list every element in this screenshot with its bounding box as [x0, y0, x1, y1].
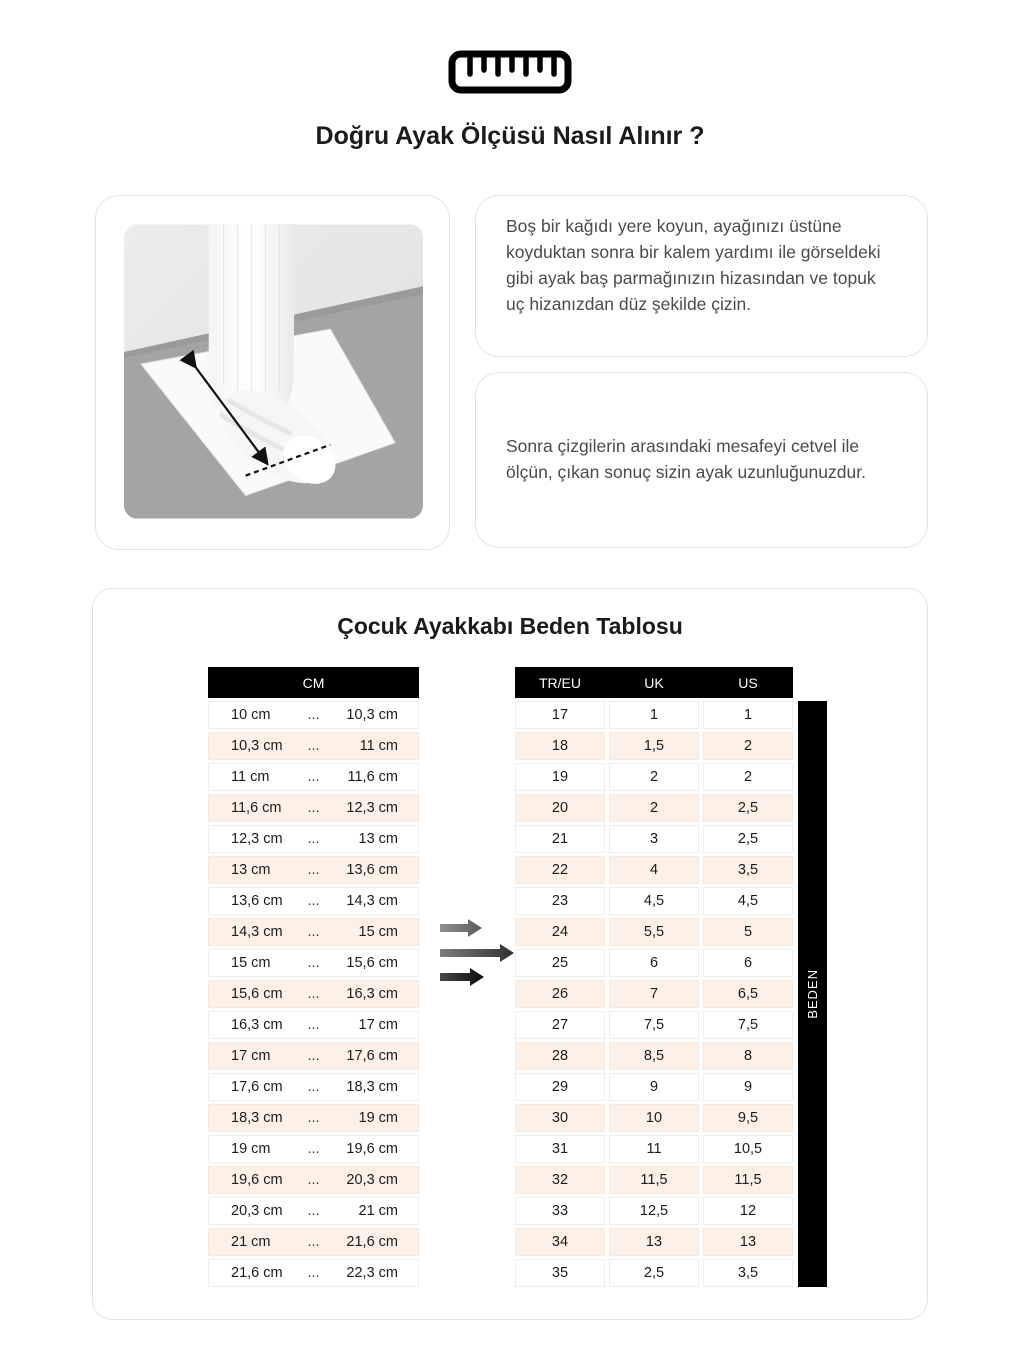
size-table-row [515, 825, 793, 853]
cm-to: 11 cm [359, 738, 398, 754]
cm-to: 22,3 cm [346, 1265, 398, 1281]
cm-to: 20,3 cm [346, 1172, 398, 1188]
cm-from: 11,6 cm [231, 800, 282, 816]
size-cell: 13 [703, 1228, 793, 1256]
size-cell: 3,5 [703, 856, 793, 884]
cm-separator: ... [307, 986, 320, 1002]
size-cell: 8 [703, 1042, 793, 1070]
size-cell: 10 [609, 1104, 699, 1132]
cm-from: 13 cm [231, 862, 271, 878]
cm-table-row [208, 856, 419, 884]
size-table-row [515, 701, 793, 729]
size-cell: 3 [609, 825, 699, 853]
size-cell: 12 [703, 1197, 793, 1225]
size-chart-card [92, 588, 928, 1320]
measurement-photo-card [95, 195, 450, 550]
size-table-row [515, 763, 793, 791]
size-cell: 5,5 [609, 918, 699, 946]
size-cell: 5 [703, 918, 793, 946]
size-table-row [515, 1166, 793, 1194]
cm-separator: ... [307, 1172, 320, 1188]
cm-separator: ... [307, 800, 320, 816]
instruction-step-1 [475, 195, 928, 357]
cm-table-row [208, 1259, 419, 1287]
cm-from: 13,6 cm [231, 893, 283, 909]
cm-from: 17 cm [231, 1048, 271, 1064]
size-table-row [515, 1042, 793, 1070]
size-table [515, 667, 793, 1290]
size-cell: 10,5 [703, 1135, 793, 1163]
cm-from: 21 cm [231, 1234, 271, 1250]
size-cell: 7,5 [609, 1011, 699, 1039]
size-cell: 30 [515, 1104, 605, 1132]
size-cell: 2,5 [609, 1259, 699, 1287]
size-cell: 9,5 [703, 1104, 793, 1132]
size-cell: 17 [515, 701, 605, 729]
size-table-row [515, 980, 793, 1008]
ruler-icon [448, 50, 572, 99]
size-table-row [515, 794, 793, 822]
size-cell: 1 [703, 701, 793, 729]
cm-table-row [208, 980, 419, 1008]
size-cell: 28 [515, 1042, 605, 1070]
cm-table-row [208, 701, 419, 729]
header-icon-wrap [0, 50, 1020, 99]
foot-measurement-photo [124, 224, 423, 519]
size-cell: 11 [609, 1135, 699, 1163]
cm-table-row [208, 949, 419, 977]
cm-separator: ... [307, 1141, 320, 1157]
cm-table-header: CM [208, 667, 419, 698]
size-cell: 11,5 [609, 1166, 699, 1194]
size-cell: 1,5 [609, 732, 699, 760]
cm-to: 13,6 cm [346, 862, 398, 878]
size-cell: 2 [609, 794, 699, 822]
cm-from: 21,6 cm [231, 1265, 283, 1281]
cm-separator: ... [307, 831, 320, 847]
size-cell: 24 [515, 918, 605, 946]
cm-table-row [208, 918, 419, 946]
size-cell: 9 [703, 1073, 793, 1101]
cm-from: 19,6 cm [231, 1172, 283, 1188]
cm-to: 16,3 cm [346, 986, 398, 1002]
size-cell: 9 [609, 1073, 699, 1101]
cm-from: 15,6 cm [231, 986, 283, 1002]
cm-table-row [208, 1228, 419, 1256]
cm-to: 19 cm [358, 1110, 398, 1126]
size-table-row [515, 1197, 793, 1225]
cm-table-row [208, 1166, 419, 1194]
size-cell: 33 [515, 1197, 605, 1225]
size-cell: 31 [515, 1135, 605, 1163]
size-cell: 7 [609, 980, 699, 1008]
size-cell: 2,5 [703, 794, 793, 822]
cm-to: 19,6 cm [346, 1141, 398, 1157]
cm-from: 11 cm [231, 769, 270, 785]
size-cell: 4,5 [609, 887, 699, 915]
size-chart-title: Çocuk Ayakkabı Beden Tablosu [337, 613, 683, 639]
size-table-row [515, 1011, 793, 1039]
size-cell: 1 [609, 701, 699, 729]
cm-from: 18,3 cm [231, 1110, 283, 1126]
cm-separator: ... [307, 862, 320, 878]
size-cell: 26 [515, 980, 605, 1008]
size-table-row [515, 1135, 793, 1163]
cm-from: 16,3 cm [231, 1017, 283, 1033]
cm-from: 15 cm [231, 955, 271, 971]
size-cell: 12,5 [609, 1197, 699, 1225]
size-cell: 34 [515, 1228, 605, 1256]
cm-separator: ... [307, 1234, 320, 1250]
cm-from: 10 cm [231, 707, 271, 723]
size-cell: 20 [515, 794, 605, 822]
instruction-step-2-text: Sonra çizgilerin arasındaki mesafeyi cetvel ile ölçün, çıkan sonuç sizin ayak uzunluğunuzdur. [506, 436, 866, 482]
cm-to: 14,3 cm [346, 893, 398, 909]
size-cell: 6 [609, 949, 699, 977]
cm-table-row [208, 1104, 419, 1132]
cm-table-row [208, 794, 419, 822]
cm-to: 12,3 cm [346, 800, 398, 816]
cm-separator: ... [307, 1203, 320, 1219]
size-cell: 8,5 [609, 1042, 699, 1070]
size-table-row [515, 1228, 793, 1256]
cm-table-row [208, 825, 419, 853]
cm-separator: ... [307, 955, 320, 971]
size-cell: 7,5 [703, 1011, 793, 1039]
cm-separator: ... [307, 1265, 320, 1281]
size-cell: 21 [515, 825, 605, 853]
cm-table-row [208, 887, 419, 915]
cm-table-row [208, 1011, 419, 1039]
cm-table-body [208, 701, 419, 1287]
cm-to: 11,6 cm [347, 769, 398, 785]
cm-from: 14,3 cm [231, 924, 283, 940]
size-cell: 2 [703, 732, 793, 760]
size-table-row [515, 949, 793, 977]
cm-to: 10,3 cm [346, 707, 398, 723]
size-cell: 22 [515, 856, 605, 884]
size-cell: 2,5 [703, 825, 793, 853]
beden-side-label: BEDEN [805, 969, 820, 1019]
cm-separator: ... [307, 707, 320, 723]
size-table-row [515, 887, 793, 915]
cm-to: 15,6 cm [346, 955, 398, 971]
beden-side-bar [798, 701, 827, 1287]
cm-separator: ... [307, 924, 320, 940]
size-cell: 2 [609, 763, 699, 791]
size-cell: 6 [703, 949, 793, 977]
cm-from: 17,6 cm [231, 1079, 283, 1095]
cm-table-row [208, 763, 419, 791]
size-cell: 29 [515, 1073, 605, 1101]
cm-separator: ... [307, 1079, 320, 1095]
cm-to: 21,6 cm [346, 1234, 398, 1250]
double-right-arrows-icon [438, 915, 518, 995]
cm-separator: ... [307, 738, 320, 754]
cm-table-row [208, 1042, 419, 1070]
size-cell: 32 [515, 1166, 605, 1194]
cm-separator: ... [307, 893, 320, 909]
cm-from: 19 cm [231, 1141, 271, 1157]
cm-from: 20,3 cm [231, 1203, 283, 1219]
instruction-step-1-text: Boş bir kağıdı yere koyun, ayağınızı üstüne koyduktan sonra bir kalem yardımı ile görseldeki gibi ayak baş parmağınızın hizasından ve topuk uç hizanızdan düz şekilde çizin. [506, 216, 881, 314]
size-table-row [515, 856, 793, 884]
size-cell: 4,5 [703, 887, 793, 915]
cm-to: 18,3 cm [346, 1079, 398, 1095]
size-table-row [515, 1073, 793, 1101]
size-table-body [515, 701, 793, 1287]
page-title: Doğru Ayak Ölçüsü Nasıl Alınır ? [315, 122, 705, 150]
size-cell: 6,5 [703, 980, 793, 1008]
size-cell: 2 [703, 763, 793, 791]
cm-separator: ... [307, 1110, 320, 1126]
size-table-row [515, 918, 793, 946]
size-table-row [515, 1259, 793, 1287]
cm-table-row [208, 1135, 419, 1163]
size-cell: 11,5 [703, 1166, 793, 1194]
size-cell: 25 [515, 949, 605, 977]
cm-from: 12,3 cm [231, 831, 283, 847]
size-table-header [515, 667, 793, 698]
cm-table [208, 667, 419, 1290]
cm-to: 21 cm [358, 1203, 398, 1219]
size-cell: 23 [515, 887, 605, 915]
size-table-row [515, 1104, 793, 1132]
cm-from: 10,3 cm [231, 738, 283, 754]
cm-to: 13 cm [358, 831, 398, 847]
size-cell: 4 [609, 856, 699, 884]
cm-table-row [208, 1197, 419, 1225]
size-cell: 35 [515, 1259, 605, 1287]
instruction-step-2 [475, 372, 928, 548]
cm-to: 17 cm [358, 1017, 398, 1033]
size-table-row [515, 732, 793, 760]
size-cell: 27 [515, 1011, 605, 1039]
size-table-header-treu: TR/EU [539, 674, 581, 691]
cm-to: 17,6 cm [346, 1048, 398, 1064]
size-cell: 18 [515, 732, 605, 760]
cm-separator: ... [307, 769, 320, 785]
cm-table-row [208, 1073, 419, 1101]
size-cell: 13 [609, 1228, 699, 1256]
size-table-header-us: US [738, 674, 758, 691]
cm-table-row [208, 732, 419, 760]
size-cell: 19 [515, 763, 605, 791]
cm-to: 15 cm [358, 924, 398, 940]
size-table-header-uk: UK [644, 674, 664, 691]
size-cell: 3,5 [703, 1259, 793, 1287]
cm-separator: ... [307, 1048, 320, 1064]
cm-separator: ... [307, 1017, 320, 1033]
